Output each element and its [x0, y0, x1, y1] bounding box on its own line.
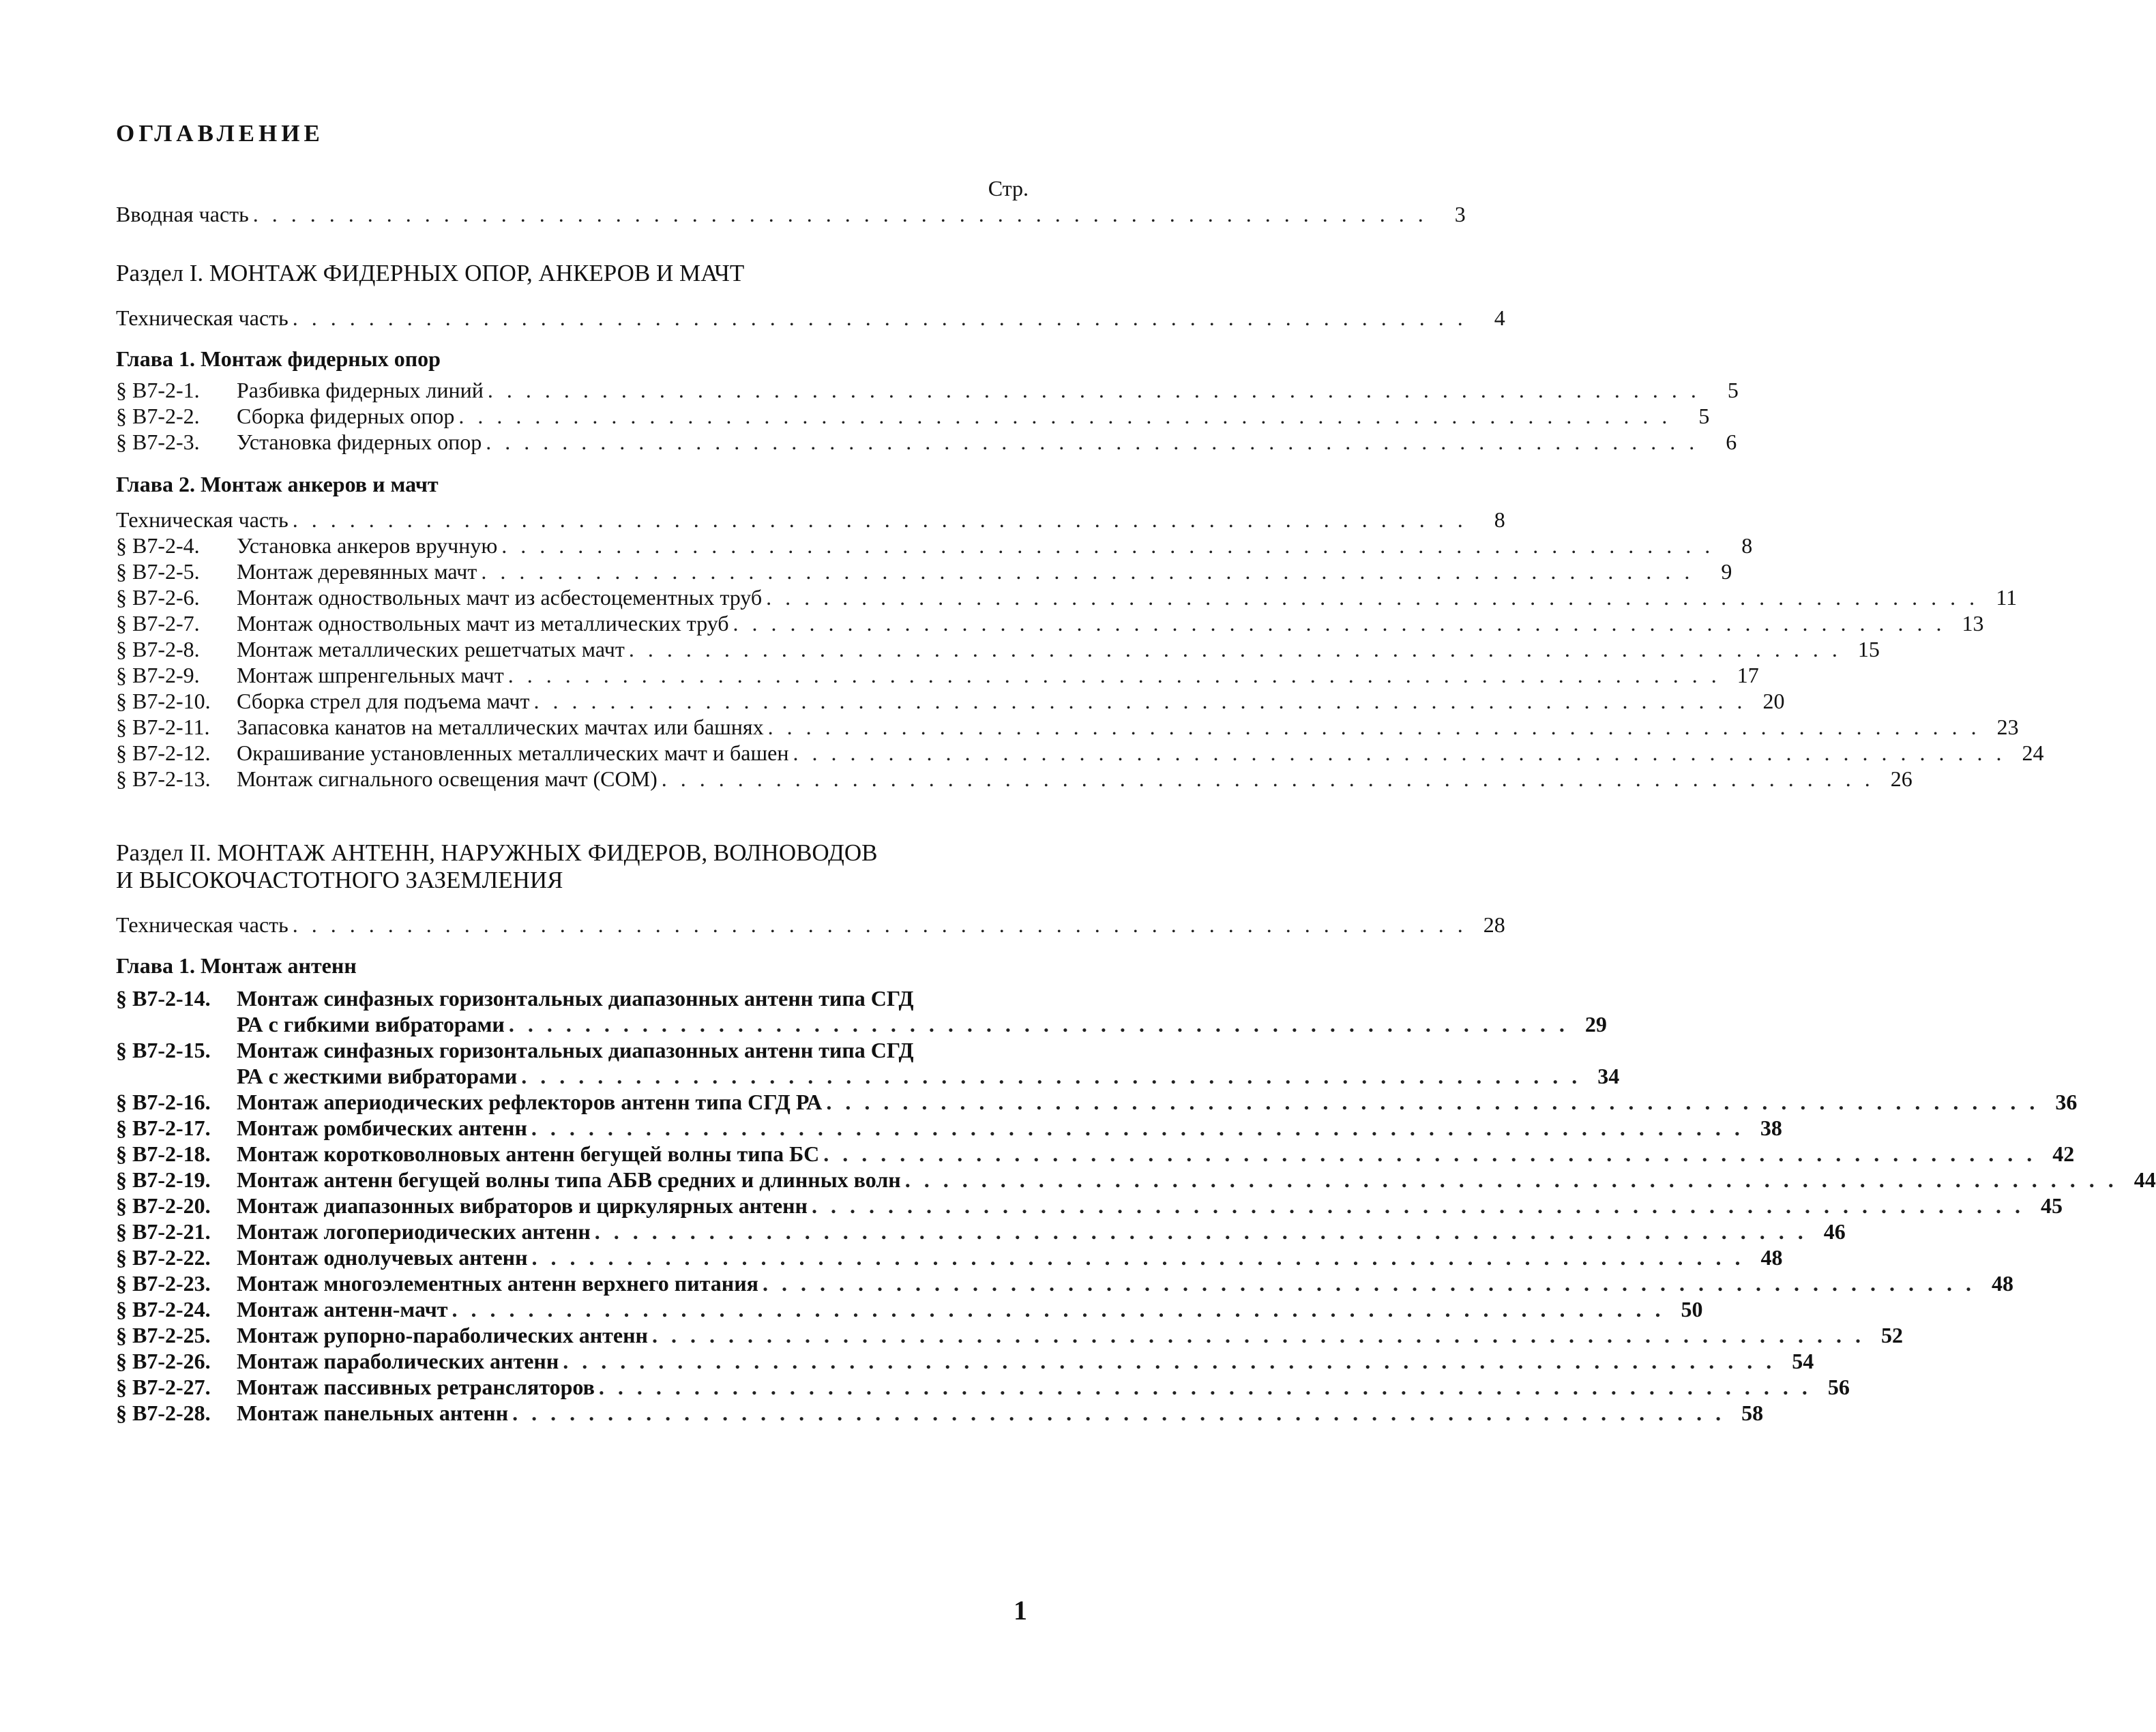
entry-text: Монтаж металлических решетчатых мачт — [237, 637, 625, 661]
entry-page: 13 — [1962, 611, 1984, 636]
entry-para: § В7-2-20. — [116, 1193, 211, 1218]
entry-page: 48 — [1760, 1245, 1783, 1270]
entry-page: 5 — [1698, 404, 1710, 428]
toc-entry — [116, 636, 1880, 662]
entry-page: 26 — [1890, 766, 1913, 791]
entry-page: 29 — [1584, 1012, 1607, 1036]
entry-page: 15 — [1857, 637, 1880, 661]
entry-text: Окрашивание установленных металлических мачт и башен — [237, 741, 789, 765]
entry-text-line1: Монтаж синфазных горизонтальных диапазонных антенн типа СГД — [237, 986, 914, 1011]
leader-dots: . . . . . . . . . . . . . . . . . . . . . . . . . . . . . . . . . . . . . . . . . . . . . . . . . . . . . . . . . . . . . . . . — [811, 1193, 2024, 1218]
leader-dots: . . . . . . . . . . . . . . . . . . . . . . . . . . . . . . . . . . . . . . . . . . . . . . . . . . . . . . . . . . . . . . . . — [486, 430, 1699, 454]
entry-text: Монтаж диапазонных вибраторов и циркулярных антенн — [237, 1193, 808, 1218]
entry-text: Техническая часть — [116, 305, 289, 330]
toc-entry — [116, 403, 1710, 429]
entry-text: Монтаж одноствольных мачт из асбестоцементных труб — [237, 585, 763, 610]
entry-page: 24 — [2022, 741, 2044, 765]
section2-heading-line2: И ВЫСОКОЧАСТОТНОГО ЗАЗЕМЛЕНИЯ — [116, 867, 563, 893]
entry-page: 28 — [1483, 912, 1505, 937]
entry-text: Монтаж многоэлементных антенн верхнего питания — [237, 1271, 758, 1296]
entry-text: Монтаж логопериодических антенн — [237, 1219, 591, 1244]
entry-text: Техническая часть — [116, 912, 289, 937]
entry-page: 36 — [2055, 1090, 2078, 1114]
chapter-heading: Глава 2. Монтаж анкеров и мачт — [116, 472, 439, 496]
entry-text: Установка анкеров вручную — [237, 533, 498, 558]
toc-page — [116, 120, 2156, 1426]
toc-entry — [116, 1374, 1850, 1400]
leader-dots: . . . . . . . . . . . . . . . . . . . . . . . . . . . . . . . . . . . . . . . . . . . . . . . . . . . . . . . . . . . . . . — [252, 202, 1428, 226]
toc-entry — [116, 688, 1785, 714]
leader-dots: . . . . . . . . . . . . . . . . . . . . . . . . . . . . . . . . . . . . . . . . . . . . . . . . . . . . . . . . . . . . . . — [292, 305, 1467, 330]
chapter-entry-list — [116, 533, 2044, 792]
entry-page: 23 — [1996, 715, 2019, 739]
entry-text: Монтаж сигнального освещения мачт (СОМ) — [237, 766, 658, 791]
toc-entry-b7-2-14 — [116, 985, 1607, 1037]
entry-text: Монтаж антенн-мачт — [237, 1297, 448, 1322]
chapter-entry-list — [116, 377, 1739, 455]
entry-text: Монтаж одноствольных мачт из металлических труб — [237, 611, 729, 636]
entry-text: Монтаж панельных антенн — [237, 1401, 509, 1425]
entry-page: 45 — [2040, 1193, 2063, 1218]
entry-page: 42 — [2052, 1141, 2075, 1166]
entry-para: § В7-2-8. — [116, 637, 200, 661]
toc-entry — [116, 610, 1984, 636]
section1-heading: Раздел I. МОНТАЖ ФИДЕРНЫХ ОПОР, АНКЕРОВ И МАЧТ — [116, 260, 745, 286]
entry-page: 48 — [1991, 1271, 2013, 1296]
leader-dots: . . . . . . . . . . . . . . . . . . . . . . . . . . . . . . . . . . . . . . . . . . . . . . . . . . . . . . . . . . . . . . . . — [481, 559, 1694, 584]
toc-entry-section1-tech — [116, 305, 1505, 331]
entry-para: § В7-2-23. — [116, 1271, 211, 1296]
entry-para: § В7-2-18. — [116, 1141, 211, 1166]
chapter-heading: Глава 1. Монтаж антенн — [116, 953, 357, 978]
entry-text: Установка фидерных опор — [237, 430, 482, 454]
leader-dots: . . . . . . . . . . . . . . . . . . . . . . . . . . . . . . . . . . . . . . . . . . . . . . . . . . . . . . . . . . . . . . . . — [452, 1297, 1665, 1322]
leader-dots: . . . . . . . . . . . . . . . . . . . . . . . . . . . . . . . . . . . . . . . . . . . . . . . . . . . . . . . . . . . . . . . . — [661, 766, 1874, 791]
toc-title: ОГЛАВЛЕНИЕ — [116, 120, 324, 147]
entry-text: Монтаж ромбических антенн — [237, 1116, 527, 1140]
entry-para: § В7-2-7. — [116, 611, 200, 636]
toc-entry — [116, 1270, 2013, 1296]
entry-para: § В7-2-14. — [116, 986, 211, 1011]
entry-text: Монтаж рупорно-параболических антенн — [237, 1323, 648, 1347]
leader-dots: . . . . . . . . . . . . . . . . . . . . . . . . . . . . . . . . . . . . . . . . . . . . . . . . . . . . . . . . . . . . . . . . — [766, 585, 1979, 610]
toc-entry — [116, 1400, 1764, 1426]
entry-para: § В7-2-16. — [116, 1090, 211, 1114]
entry-page: 50 — [1681, 1297, 1703, 1322]
entry-text: Монтаж однолучевых антенн — [237, 1245, 528, 1270]
entry-page: 52 — [1880, 1323, 1903, 1347]
chapter-heading: Глава 1. Монтаж фидерных опор — [116, 346, 441, 371]
toc-entry — [116, 377, 1739, 403]
entry-page: 34 — [1597, 1064, 1620, 1088]
toc-entry — [116, 1348, 1814, 1374]
leader-dots: . . . . . . . . . . . . . . . . . . . . . . . . . . . . . . . . . . . . . . . . . . . . . . . . . . . . . . . . . . . . . . . . — [628, 637, 1842, 661]
entry-text: Монтаж коротковолновых антенн бегущей волны типа БС — [237, 1141, 820, 1166]
leader-dots: . . . . . . . . . . . . . . . . . . . . . . . . . . . . . . . . . . . . . . . . . . . . . . . . . . . . . . . . . . . . . . . . — [563, 1349, 1776, 1373]
toc-entry — [116, 662, 1759, 688]
entry-page: 58 — [1741, 1401, 1764, 1425]
toc-entry-intro — [116, 201, 1466, 227]
leader-dots: . . . . . . . . . . . . . . . . . . . . . . . . . . . . . . . . . . . . . . . . . . . . . . . . . . . . . . . . . . . . . . . . — [458, 404, 1672, 428]
leader-dots: . . . . . . . . . . . . . . . . . . . . . . . . . . . . . . . . . . . . . . . . . . . . . . . . . . . . . . . . . . . . . . — [292, 507, 1467, 532]
entry-text: Монтаж шпренгельных мачт — [237, 663, 504, 687]
entry-text: Монтаж параболических антенн — [237, 1349, 559, 1373]
leader-dots: . . . . . . . . . . . . . . . . . . . . . . . . . . . . . . . . . . . . . . . . . . . . . . . . . . . . . . . . — [521, 1064, 1582, 1088]
entry-para: § В7-2-15. — [116, 1038, 211, 1062]
leader-dots: . . . . . . . . . . . . . . . . . . . . . . . . . . . . . . . . . . . . . . . . . . . . . . . . . . . . . . . . . . . . . . . . — [767, 715, 1981, 739]
toc-entry — [116, 1089, 2078, 1115]
entry-page: 4 — [1494, 305, 1505, 330]
entry-para: § В7-2-6. — [116, 585, 200, 610]
entry-text-line2: РА с жесткими вибраторами — [237, 1064, 518, 1088]
entry-text: Запасовка канатов на металлических мачтах или башнях — [237, 715, 764, 739]
leader-dots: . . . . . . . . . . . . . . . . . . . . . . . . . . . . . . . . . . . . . . . . . . . . . . . . . . . . . . . . . . . . . . . . — [531, 1116, 1744, 1140]
entry-text-line1: Монтаж синфазных горизонтальных диапазонных антенн типа СГД — [237, 1038, 914, 1062]
entry-para: § В7-2-12. — [116, 741, 211, 765]
toc-entry — [116, 1115, 1782, 1141]
entry-page: 38 — [1760, 1116, 1782, 1140]
toc-entry — [116, 714, 2019, 740]
entry-text-line2: РА с гибкими вибраторами — [237, 1012, 505, 1036]
entry-page: 17 — [1737, 663, 1759, 687]
leader-dots: . . . . . . . . . . . . . . . . . . . . . . . . . . . . . . . . . . . . . . . . . . . . . . . . . . . . . . . . . . . . . . . . — [594, 1219, 1807, 1244]
leader-dots: . . . . . . . . . . . . . . . . . . . . . . . . . . . . . . . . . . . . . . . . . . . . . . . . . . . . . . . . . . . . . . . . — [512, 1401, 1726, 1425]
page-number: 1 — [1014, 1595, 1027, 1626]
entry-para: § В7-2-27. — [116, 1375, 211, 1399]
leader-dots: . . . . . . . . . . . . . . . . . . . . . . . . . . . . . . . . . . . . . . . . . . . . . . . . . . . . . . . . — [508, 1012, 1569, 1036]
entry-para: § В7-2-13. — [116, 766, 211, 791]
entry-text: Сборка фидерных опор — [237, 404, 455, 428]
toc-entry — [116, 1141, 2075, 1167]
entry-para: § В7-2-9. — [116, 663, 200, 687]
toc-entry — [116, 1193, 2063, 1219]
leader-dots: . . . . . . . . . . . . . . . . . . . . . . . . . . . . . . . . . . . . . . . . . . . . . . . . . . . . . . . . . . . . . . . . — [531, 1245, 1745, 1270]
entry-para: § В7-2-1. — [116, 378, 200, 402]
entry-page: 9 — [1721, 559, 1732, 584]
leader-dots: . . . . . . . . . . . . . . . . . . . . . . . . . . . . . . . . . . . . . . . . . . . . . . . . . . . . . . . . . . . . . . — [292, 912, 1467, 937]
entry-page: 6 — [1726, 430, 1737, 454]
entry-para: § В7-2-21. — [116, 1219, 211, 1244]
leader-dots: . . . . . . . . . . . . . . . . . . . . . . . . . . . . . . . . . . . . . . . . . . . . . . . . . . . . . . . . . . . . . . . . — [904, 1167, 2118, 1192]
entry-page: 8 — [1494, 507, 1505, 532]
entry-para: § В7-2-26. — [116, 1349, 211, 1373]
entry-text: Монтаж апериодических рефлекторов антенн типа СГД РА — [237, 1090, 823, 1114]
entry-page: 20 — [1762, 689, 1785, 713]
entry-para: § В7-2-24. — [116, 1297, 211, 1322]
entry-text: Вводная часть — [116, 202, 249, 226]
leader-dots: . . . . . . . . . . . . . . . . . . . . . . . . . . . . . . . . . . . . . . . . . . . . . . . . . . . . . . . . . . . . . . . . — [598, 1375, 1812, 1399]
toc-entry — [116, 1244, 1783, 1270]
entry-para: § В7-2-28. — [116, 1401, 211, 1425]
chapter-entry-list — [116, 1089, 2156, 1426]
toc-entry — [116, 766, 1913, 792]
entry-text: Техническая часть — [116, 507, 289, 532]
leader-dots: . . . . . . . . . . . . . . . . . . . . . . . . . . . . . . . . . . . . . . . . . . . . . . . . . . . . . . . . . . . . . . . . — [507, 663, 1721, 687]
toc-entry — [116, 1219, 1846, 1244]
entry-page: 54 — [1792, 1349, 1814, 1373]
leader-dots: . . . . . . . . . . . . . . . . . . . . . . . . . . . . . . . . . . . . . . . . . . . . . . . . . . . . . . . . . . . . . . . . — [533, 689, 1747, 713]
entry-para: § В7-2-11. — [116, 715, 210, 739]
entry-para: § В7-2-22. — [116, 1245, 211, 1270]
entry-text: Монтаж пассивных ретрансляторов — [237, 1375, 595, 1399]
leader-dots: . . . . . . . . . . . . . . . . . . . . . . . . . . . . . . . . . . . . . . . . . . . . . . . . . . . . . . . . . . . . . . . . — [733, 611, 1946, 636]
entry-text: Сборка стрел для подъема мачт — [237, 689, 530, 713]
toc-entry — [116, 429, 1737, 455]
leader-dots: . . . . . . . . . . . . . . . . . . . . . . . . . . . . . . . . . . . . . . . . . . . . . . . . . . . . . . . . . . . . . . . . — [826, 1090, 2039, 1114]
entry-page: 5 — [1727, 378, 1739, 402]
page-column-label: Стр. — [988, 176, 1029, 200]
entry-page: 3 — [1454, 202, 1466, 226]
entry-page: 44 — [2133, 1167, 2156, 1192]
toc-entry-section2-tech — [116, 912, 1505, 938]
leader-dots: . . . . . . . . . . . . . . . . . . . . . . . . . . . . . . . . . . . . . . . . . . . . . . . . . . . . . . . . . . . . . . . . — [793, 741, 2006, 765]
entry-para: § В7-2-19. — [116, 1167, 211, 1192]
entry-para: § В7-2-3. — [116, 430, 200, 454]
entry-para: § В7-2-5. — [116, 559, 200, 584]
leader-dots: . . . . . . . . . . . . . . . . . . . . . . . . . . . . . . . . . . . . . . . . . . . . . . . . . . . . . . . . . . . . . . . . — [501, 533, 1715, 558]
section2-heading-line1: Раздел II. МОНТАЖ АНТЕНН, НАРУЖНЫХ ФИДЕРОВ, ВОЛНОВОДОВ — [116, 839, 878, 866]
entry-para: § В7-2-2. — [116, 404, 200, 428]
entry-page: 11 — [1996, 585, 2018, 610]
toc-entry — [116, 1322, 1903, 1348]
toc-entry-b7-2-15 — [116, 1037, 1620, 1089]
entry-page: 46 — [1823, 1219, 1846, 1244]
leader-dots: . . . . . . . . . . . . . . . . . . . . . . . . . . . . . . . . . . . . . . . . . . . . . . . . . . . . . . . . . . . . . . . . — [487, 378, 1700, 402]
entry-text: Монтаж деревянных мачт — [237, 559, 477, 584]
entry-page: 8 — [1741, 533, 1753, 558]
entry-page: 56 — [1827, 1375, 1850, 1399]
toc-entry-chapter2-tech — [116, 507, 1505, 533]
leader-dots: . . . . . . . . . . . . . . . . . . . . . . . . . . . . . . . . . . . . . . . . . . . . . . . . . . . . . . . . . . . . . . . . — [651, 1323, 1865, 1347]
leader-dots: . . . . . . . . . . . . . . . . . . . . . . . . . . . . . . . . . . . . . . . . . . . . . . . . . . . . . . . . . . . . . . . . — [823, 1141, 2037, 1166]
toc-entry — [116, 1167, 2156, 1193]
toc-entry — [116, 740, 2044, 766]
entry-para: § В7-2-17. — [116, 1116, 211, 1140]
toc-entry — [116, 584, 2018, 610]
entry-para: § В7-2-4. — [116, 533, 200, 558]
toc-entry — [116, 558, 1732, 584]
toc-entry — [116, 533, 1753, 558]
entry-para: § В7-2-10. — [116, 689, 211, 713]
leader-dots: . . . . . . . . . . . . . . . . . . . . . . . . . . . . . . . . . . . . . . . . . . . . . . . . . . . . . . . . . . . . . . . . — [762, 1271, 1975, 1296]
entry-text: Разбивка фидерных линий — [237, 378, 484, 402]
entry-text: Монтаж антенн бегущей волны типа АБВ средних и длинных волн — [237, 1167, 901, 1192]
toc-entry — [116, 1296, 1703, 1322]
entry-para: § В7-2-25. — [116, 1323, 211, 1347]
